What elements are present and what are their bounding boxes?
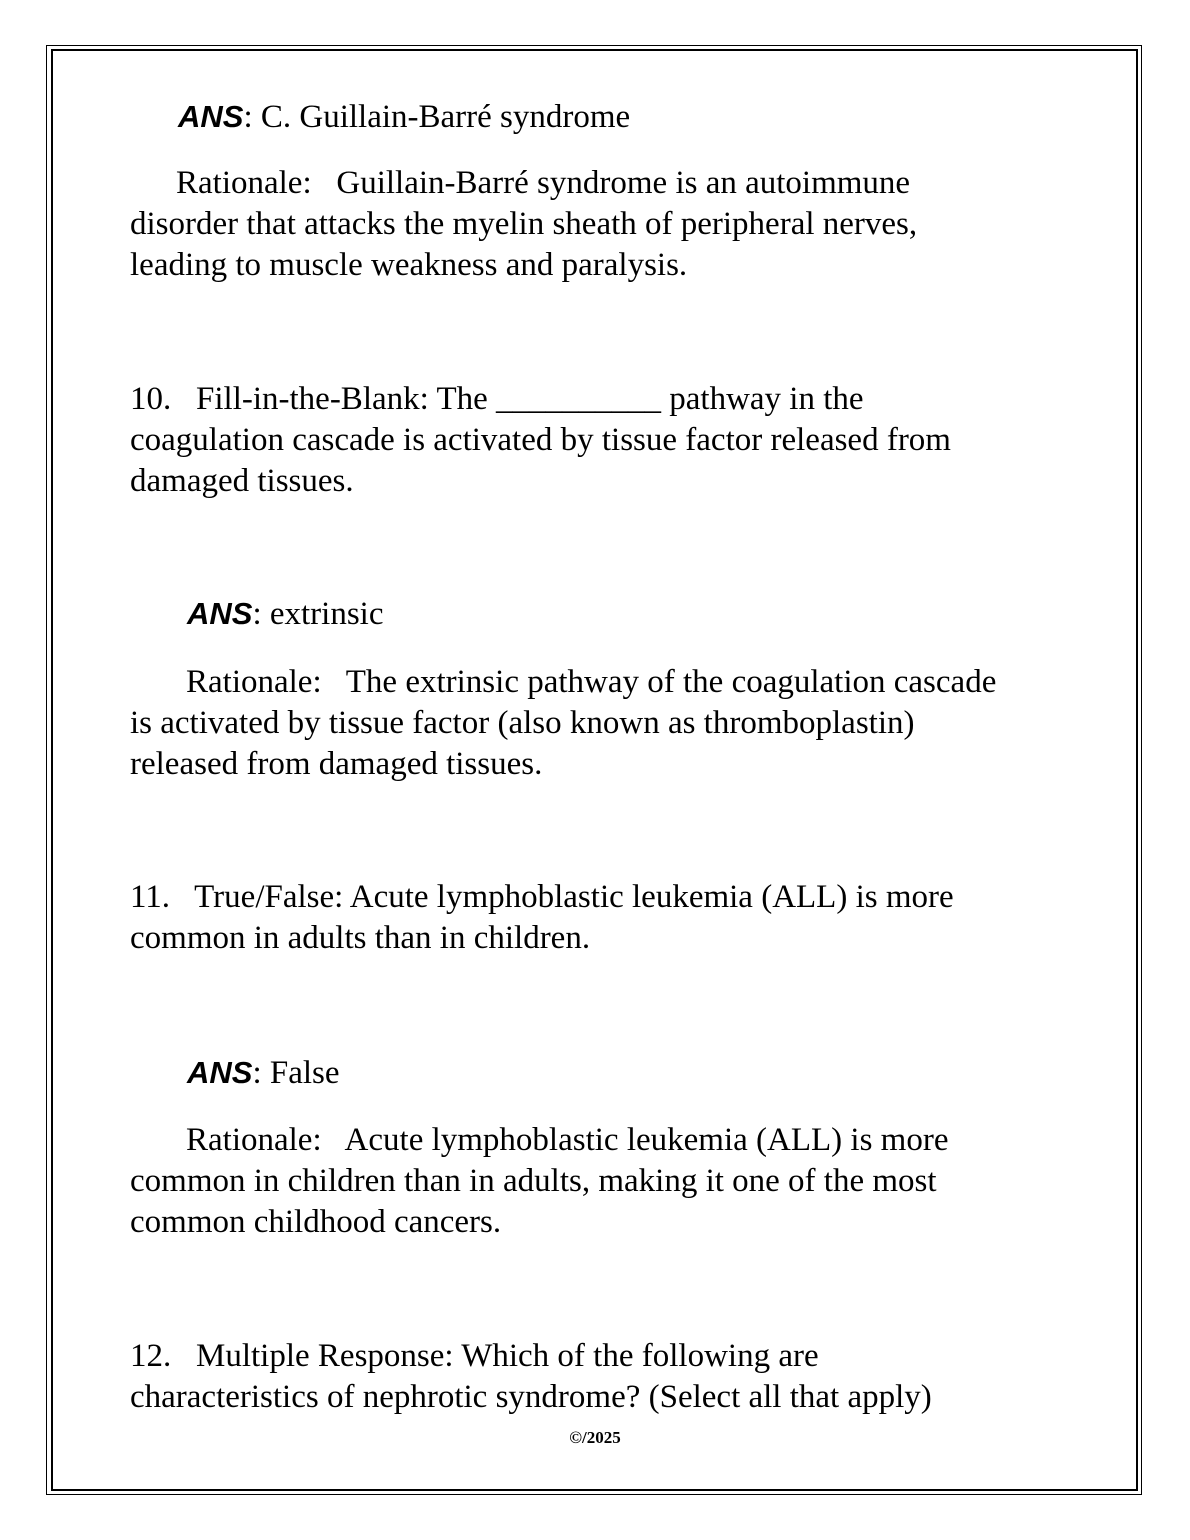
- rationale-line: Rationale: Guillain-Barré syndrome is an autoimmune: [176, 165, 911, 201]
- question-line: coagulation cascade is activated by tissue factor released from: [130, 422, 951, 458]
- footer-copyright: ©/2025: [569, 1428, 621, 1447]
- question-line: 11. True/False: Acute lymphoblastic leukemia (ALL) is more: [130, 879, 954, 915]
- answer-value: : C. Guillain-Barré syndrome: [243, 99, 631, 135]
- answer-value: : extrinsic: [252, 596, 384, 632]
- rationale-line: leading to muscle weakness and paralysis.: [130, 247, 688, 283]
- rationale-line: Rationale: Acute lymphoblastic leukemia (ALL) is more: [186, 1122, 949, 1158]
- rationale-line: common in children than in adults, making it one of the most: [130, 1163, 937, 1199]
- answer-line: [187, 1052, 340, 1094]
- question-line: 10. Fill-in-the-Blank: The __________ pathway in the: [130, 381, 864, 417]
- ans-label: ANS: [178, 99, 244, 134]
- question-line: characteristics of nephrotic syndrome? (Select all that apply): [130, 1379, 932, 1415]
- answer-line: [178, 96, 630, 138]
- rationale-line: Rationale: The extrinsic pathway of the coagulation cascade: [186, 664, 997, 700]
- ans-label: ANS: [187, 1055, 253, 1090]
- rationale-line: disorder that attacks the myelin sheath of peripheral nerves,: [130, 206, 918, 242]
- question-line: damaged tissues.: [130, 463, 354, 499]
- rationale-line: common childhood cancers.: [130, 1204, 502, 1240]
- question-line: 12. Multiple Response: Which of the following are: [130, 1338, 819, 1374]
- question-line: common in adults than in children.: [130, 920, 591, 956]
- answer-value: : False: [252, 1055, 340, 1091]
- rationale-line: released from damaged tissues.: [130, 746, 543, 782]
- rationale-line: is activated by tissue factor (also known as thromboplastin): [130, 705, 915, 741]
- answer-line: [187, 593, 384, 635]
- ans-label: ANS: [187, 596, 253, 631]
